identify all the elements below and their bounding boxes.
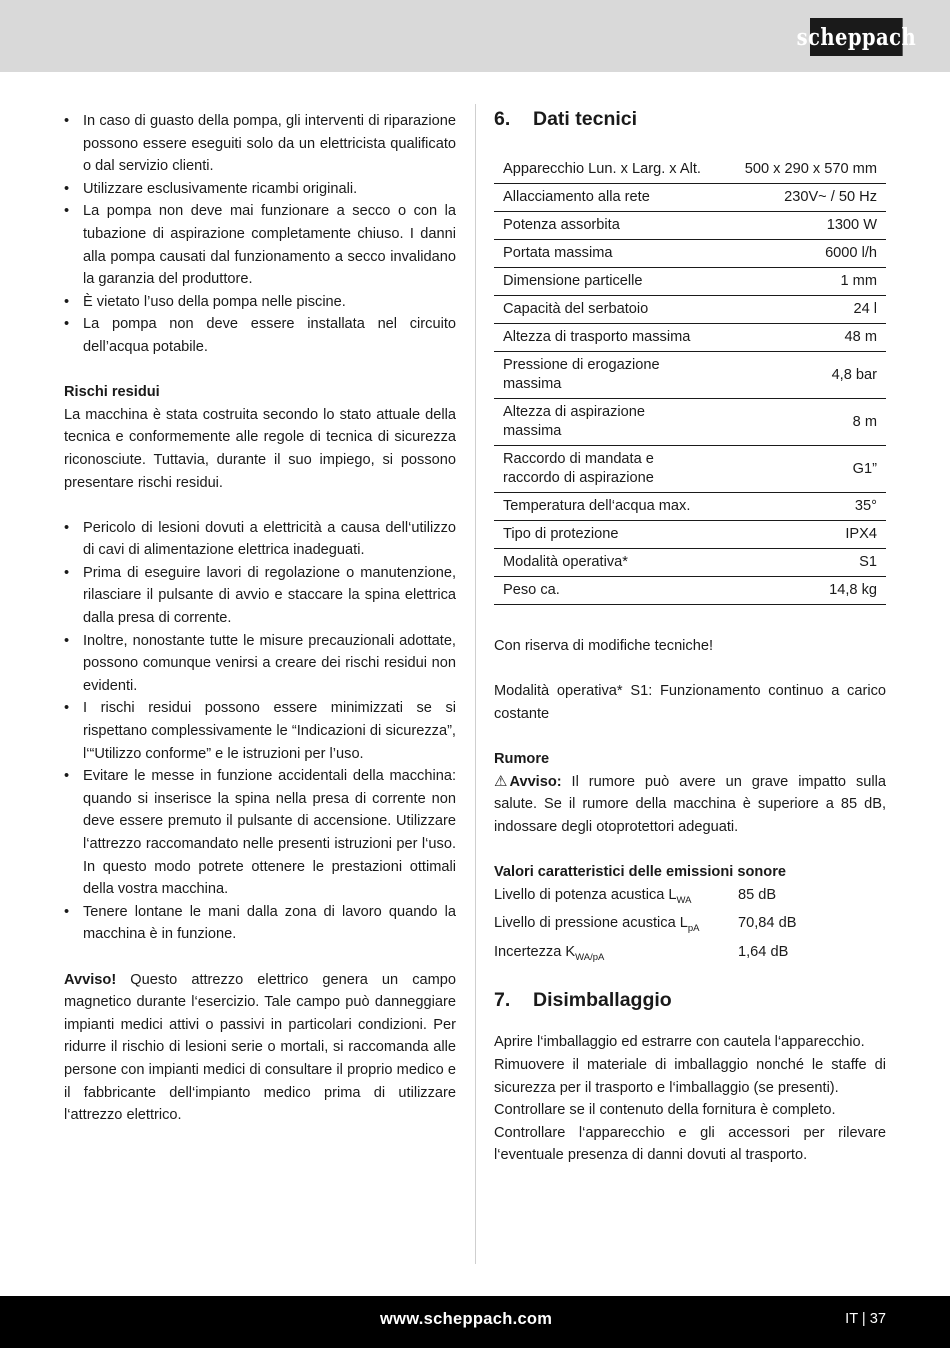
spec-value: 4,8 bar [714, 352, 886, 399]
emission-label-subscript: WA [676, 894, 692, 906]
spec-label: Portata massima [494, 240, 714, 268]
warning-triangle-icon: ⚠ [494, 772, 508, 790]
bullet-item: • Tenere lontane le mani dalla zona di lavoro quando la macchina è in funzione. [64, 901, 456, 946]
bullet-item: • I rischi residui possono essere minimizzati se si rispettano complessivamente le “Indicazioni di sicurezza”, l‘“Utilizzo conforme” e le istruzioni per l’uso. [64, 697, 456, 765]
spec-row [494, 296, 886, 324]
page-number-value: 37 [869, 1311, 886, 1327]
spec-value: 8 m [714, 399, 886, 446]
emission-label [494, 912, 738, 941]
maintenance-bullet-list [64, 110, 456, 359]
spec-value: 230V~ / 50 Hz [714, 184, 886, 212]
emission-value: 1,64 dB [738, 943, 789, 960]
modalita-note: Modalità operativa* S1: Funzionamento continuo a carico costante [494, 683, 886, 722]
bullet-item: • Inoltre, nonostante tutte le misure precauzionali adottate, possono comunque venirsi a creare dei rischi residui non evidenti. [64, 630, 456, 698]
spec-value: 48 m [714, 324, 886, 352]
spec-row [494, 446, 886, 493]
spec-label: Pressione di erogazione massima [494, 352, 714, 399]
spec-value: 35° [714, 493, 886, 521]
spec-row [494, 549, 886, 577]
spec-label: Potenza assorbita [494, 212, 714, 240]
spec-label: Raccordo di mandata e raccordo di aspirazione [494, 446, 714, 493]
avviso-text: Questo attrezzo elettrico genera un campo magnetico durante l‘esercizio. Tale campo può danneggiare impianti medici attivi o passivi in particolari condizioni. Per ridurre il rischio di lesioni serie o mortali, si raccomanda alle persone con impianti medici di consultare il proprio medico e il fabbricante dell‘impianto medico prima di utilizzare l‘attrezzo elettrico. [64, 971, 456, 1124]
emission-label [494, 884, 738, 913]
spec-value: 1 mm [714, 268, 886, 296]
language-code: IT [845, 1311, 858, 1327]
rumore-warning [494, 771, 886, 839]
emissions-heading: Valori caratteristici delle emissioni sonore [494, 863, 786, 880]
rumore-avviso-label: Avviso: [509, 773, 562, 790]
section-number: 6. [494, 108, 511, 130]
emissions-list [494, 884, 886, 970]
spec-value: S1 [714, 549, 886, 577]
riserva-note: Con riserva di modifiche tecniche! [494, 638, 714, 654]
emission-row [494, 884, 886, 913]
spec-row [494, 399, 886, 446]
technical-data-table [494, 156, 886, 605]
bullet-item: • Prima di eseguire lavori di regolazione o manutenzione, rilasciare il pulsante di avvio e staccare la spina elettrica dalla presa di corrente. [64, 562, 456, 630]
spec-row [494, 577, 886, 605]
section-title: Dati tecnici [533, 108, 638, 130]
website-link[interactable]: www.scheppach.com [380, 1310, 553, 1328]
emission-value: 85 dB [738, 886, 777, 903]
residual-risk-bullet-list [64, 517, 456, 946]
spec-value: 1300 W [714, 212, 886, 240]
bullet-item: • Pericolo di lesioni dovuti a elettricità a causa dell‘utilizzo di cavi di alimentazione elettrica inadeguati. [64, 517, 456, 562]
spec-label: Temperatura dell‘acqua max. [494, 493, 714, 521]
emission-label [494, 941, 738, 970]
spec-value: 14,8 kg [714, 577, 886, 605]
bullet-item: • È vietato l’uso della pompa nelle piscine. [64, 291, 456, 314]
spec-value: 24 l [714, 296, 886, 324]
rischi-residui-text: La macchina è stata costruita secondo lo stato attuale della tecnica e conformemente alle regole di tecnica di sicurezza riconosciute. Tuttavia, durante il suo impiego, si possono presentare rischi residui. [64, 406, 456, 491]
spec-row [494, 268, 886, 296]
spec-label: Dimensione particelle [494, 268, 714, 296]
page-number: IT | 37 [845, 1311, 886, 1327]
spec-row [494, 493, 886, 521]
bullet-item: • In caso di guasto della pompa, gli interventi di riparazione possono essere eseguiti solo da un elettricista qualificato o dal servizio clienti. [64, 110, 456, 178]
bullet-item: • Evitare le messe in funzione accidentali della macchina: quando si inserisce la spina nella presa di corrente non deve essere premuto il pulsante di accensione. Utilizzare l‘attrezzo raccomandato nelle presenti istruzioni per l‘uso. In questo modo potrete ottenere le prestazioni ottimali della vostra macchina. [64, 765, 456, 901]
emission-row [494, 941, 886, 970]
section-heading-disimballaggio [494, 985, 886, 1015]
spec-value: IPX4 [714, 521, 886, 549]
spec-label: Allacciamento alla rete [494, 184, 714, 212]
brand-logo: scheppach [810, 18, 903, 56]
spec-value: 500 x 290 x 570 mm [714, 156, 886, 184]
bullet-item: • La pompa non deve essere installata nel circuito dell’acqua potabile. [64, 313, 456, 358]
emission-row [494, 912, 886, 941]
column-divider [475, 104, 476, 1264]
page-header [0, 0, 950, 72]
spec-row [494, 352, 886, 399]
right-column [494, 104, 886, 1167]
spec-row [494, 156, 886, 184]
spec-label: Peso ca. [494, 577, 714, 605]
rischi-residui-heading: Rischi residui [64, 384, 160, 401]
emission-value: 70,84 dB [738, 915, 797, 932]
page-footer [0, 1296, 950, 1348]
spec-label: Capacità del serbatoio [494, 296, 714, 324]
bullet-item: • Utilizzare esclusivamente ricambi originali. [64, 178, 456, 201]
spec-row [494, 240, 886, 268]
spec-label: Altezza di aspirazione massima [494, 399, 714, 446]
spec-row [494, 184, 886, 212]
spec-row [494, 521, 886, 549]
spec-value: G1” [714, 446, 886, 493]
spec-row [494, 324, 886, 352]
magnetic-field-warning [64, 969, 456, 1127]
emission-label-text: Livello di potenza acustica L [494, 886, 677, 903]
spec-row [494, 212, 886, 240]
avviso-label: Avviso! [64, 971, 117, 988]
spec-value: 6000 l/h [714, 240, 886, 268]
bullet-item: • La pompa non deve mai funzionare a secco o con la tubazione di aspirazione completamente chiuso. I danni alla pompa causati dal funzionamento a secco invalidano la garanzia del produttore. [64, 200, 456, 290]
spec-label: Modalità operativa* [494, 549, 714, 577]
emission-label-subscript: pA [687, 923, 700, 935]
section-title: Disimballaggio [533, 989, 672, 1012]
spec-label: Altezza di trasporto massima [494, 324, 714, 352]
emission-label-text: Livello di pressione acustica L [494, 915, 688, 932]
emission-label-text: Incertezza K [494, 943, 576, 960]
rumore-heading: Rumore [494, 750, 550, 767]
section-number: 7. [494, 989, 511, 1012]
left-column [64, 110, 456, 1127]
disimballaggio-text: Aprire l‘imballaggio ed estrarre con cautela l‘apparecchio. Rimuovere il materiale di imballaggio nonché le staffe di sicurezza per il trasporto e l‘imballaggio (se presenti). Controllare se il contenuto della fornitura è completo. Controllare l‘apparecchio e gli accessori per rilevare l‘eventuale presenza di danni dovuti al trasporto. [494, 1034, 886, 1164]
spec-label: Apparecchio Lun. x Larg. x Alt. [494, 156, 714, 184]
emission-label-subscript: WA/pA [575, 951, 605, 963]
section-heading-dati-tecnici [494, 104, 886, 134]
rumore-avviso-text: Il rumore può avere un grave impatto sulla salute. Se il rumore della macchina è superiore a 85 dB, indossare degli otoprotettori adeguati. [494, 773, 886, 835]
spec-label: Tipo di protezione [494, 521, 714, 549]
